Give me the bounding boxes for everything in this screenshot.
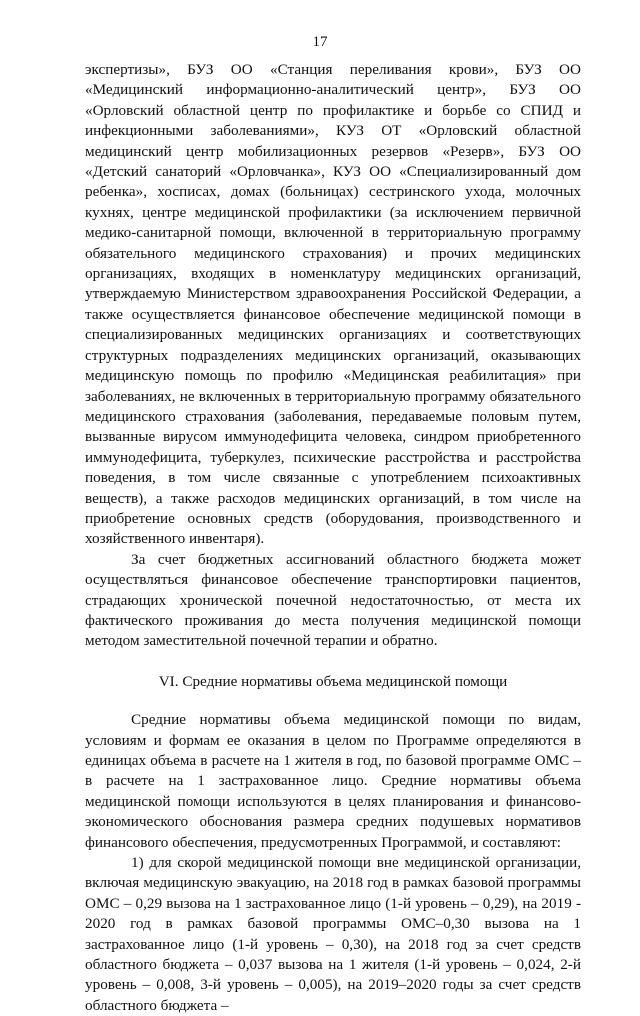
document-body: [85, 60, 581, 1016]
page-number: 17: [312, 34, 328, 50]
paragraph-facilities-list: экспертизы», БУЗ ОО «Станция переливания крови», БУЗ ОО «Медицинский информационно-аналитический центр», БУЗ ОО «Орловский областной центр по профилактике и борьбе со СПИД и инфекционными заболеваниями», КУЗ ОТ «Орловский областной медицинский центр мобилизационных резервов «Резерв», БУЗ ОО «Детский санаторий «Орловчанка», КУЗ ОО «Специализированный дом ребенка», хосписах, домах (больницах) сестринского ухода, молочных кухнях, центре медицинской профилактики (за исключением первичной медико-санитарной помощи, включенной в территориальную программу обязательного медицинского страхования) и прочих медицинских организациях, входящих в номенклатуру медицинских организаций, утверждаемую Министерством здравоохранения Российской Федерации, а также осуществляется финансовое обеспечение медицинской помощи в специализированных медицинских организациях и соответствующих структурных подразделениях медицинских организаций, оказывающих медицинскую помощь по профилю «Медицинская реабилитация» при заболеваниях, не включенных в территориальную программу обязательного медицинского страхования (заболевания, передаваемые половым путем, вызванные вирусом иммунодефицита человека, синдром приобретенного иммунодефицита, туберкулез, психические расстройства и расстройства поведения, в том числе связанные с употреблением психоактивных веществ), а также расходов медицинских организаций, в том числе на приобретение основных средств (оборудования, производственного и хозяйственного инвентаря).: [85, 61, 581, 548]
paragraph-emergency-care: 1) для скорой медицинской помощи вне медицинской организации, включая медицинскую эвакуацию, на 2018 год в рамках базовой программы ОМС – 0,29 вызова на 1 застрахованное лицо (1-й уровень – 0,29), на 2019 - 2020 год в рамках базовой программы ОМС–0,30 вызова на 1 застрахованное лицо (1-й уровень – 0,30), на 2018 год за счет средств областного бюджета – 0,037 вызова на 1 жителя (1-й уровень – 0,024, 2-й уровень – 0,008, 3-й уровень – 0,005), на 2019–2020 годы за счет средств областного бюджета –: [85, 854, 581, 1014]
paragraph-dialysis-transport: За счет бюджетных ассигнований областного бюджета может осуществляться финансовое обеспечение транспортировки пациентов, страдающих хронической почечной недостаточностью, от места их фактического проживания до места получения медицинской помощи методом заместительной почечной терапии и обратно.: [85, 550, 581, 650]
paragraph-normatives-intro: Средние нормативы объема медицинской помощи по видам, условиям и формам ее оказания в целом по Программе определяются в единицах объема в расчете на 1 жителя в год, по базовой программе ОМС – в расчете на 1 застрахованное лицо. Средние нормативы объема медицинской помощи используются в целях планирования и финансово-экономического обоснования размера средних подушевых нормативов финансового обеспечения, предусмотренных Программой, и составляют:: [85, 711, 581, 851]
section-heading: VI. Средние нормативы объема медицинской помощи: [158, 672, 508, 690]
